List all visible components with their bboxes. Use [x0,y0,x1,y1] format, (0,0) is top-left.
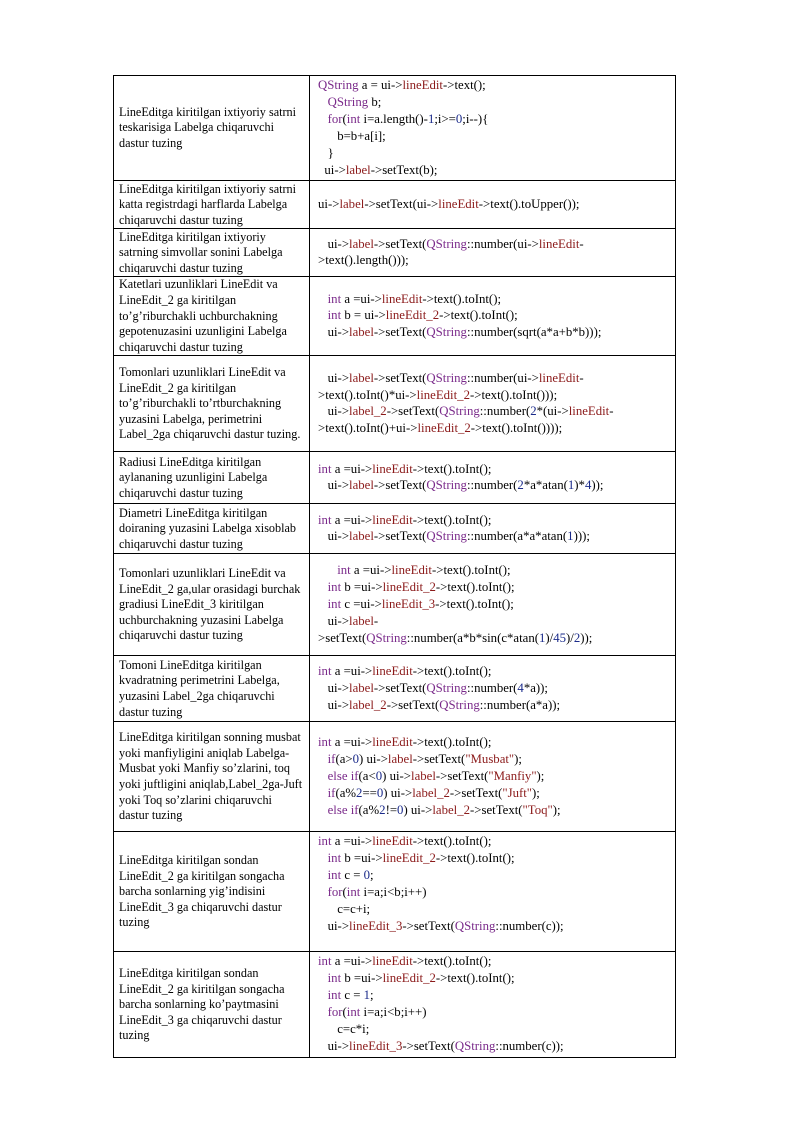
code-line: int a =ui->lineEdit->text().toInt(); [318,461,492,476]
task-description: Radiusi LineEditga kiritilgan aylananing uzunligini Labelga chiqaruvchi dastur tuzing [114,452,310,504]
code-line: if(a>0) ui->label->setText("Musbat"); [327,752,522,767]
task-description: LineEditga kiritilgan ixtiyoriy satrni katta registrdagi harflarda Labelga chiqaruvchi dastur tuzing [114,181,310,229]
code-snippet [310,356,676,452]
table-row [114,181,676,229]
code-snippet [310,832,676,952]
code-line: >text().toInt()+ui->lineEdit_2->text().toInt()))); [318,421,563,436]
code-line: else if(a%2!=0) ui->label_2->setText("Toq"); [327,802,561,817]
code-line: ui->label_2->setText(QString::number(2*(ui->lineEdit- [318,404,614,419]
task-description: LineEditga kiritilgan ixtiyoriy satrni teskarisiga Labelga chiqaruvchi dastur tuzing [114,76,310,181]
table-row [114,229,676,277]
code-snippet [310,76,676,181]
table-row [114,656,676,722]
code-line: ui->label->setText(QString::number(sqrt(a*a+b*b))); [318,325,602,340]
code-line: int a =ui->lineEdit->text().toInt(); [318,664,492,679]
code-line: ui->label->setText(QString::number(2*a*atan(1)*4)); [318,478,604,493]
task-description: Tomonlari uzunliklari LineEdit va LineEdit_2 ga kiritilgan to’g’riburchakli to’rtburchakning yuzasini Labelga, perimetrini Label_2ga chiqaruvchi dastur tuzing. [114,356,310,452]
code-line: ui->label->setText(QString::number(ui->lineEdit- [318,370,584,385]
code-snippet [310,229,676,277]
task-description: Tomoni LineEditga kiritilgan kvadratning perimetrini Labelga, yuzasini Label_2ga chiqaruvchi dastur tuzing [114,656,310,722]
code-line: ui->lineEdit_3->setText(QString::number(c)); [318,918,564,933]
code-line: b=b+a[i]; [318,128,386,143]
code-line: c=c+i; [318,902,371,917]
code-line: int c = 0; [327,868,374,883]
table-row [114,832,676,952]
table-row [114,504,676,554]
code-snippet [310,554,676,656]
task-code-table [113,75,676,1058]
code-line: int b =ui->lineEdit_2->text().toInt(); [327,580,515,595]
code-line: } [318,145,334,160]
code-line: ui->label->setText(QString::number(ui->lineEdit- [318,236,584,251]
code-line: ui->label->setText(b); [318,162,438,177]
code-line: int a =ui->lineEdit->text().toInt(); [318,735,492,750]
table-row [114,76,676,181]
code-line: for(int i=a.length()-1;i>=0;i--){ [327,111,489,126]
task-description: Tomonlari uzunliklari LineEdit va LineEdit_2 ga,ular orasidagi burchak gradiusi LineEdit_3 kiritilgan uchburchakning yuzasini Labelga chiqaruvchi dastur tuzing [114,554,310,656]
code-line: int a =ui->lineEdit->text().toInt(); [318,834,492,849]
code-line: int c = 1; [327,988,374,1003]
code-line: ui->label->setText(QString::number(a*a*atan(1))); [318,529,590,544]
code-line: int b = ui->lineEdit_2->text().toInt(); [327,308,518,323]
table-row [114,356,676,452]
code-snippet [310,952,676,1058]
task-description: LineEditga kiritilgan sondan LineEdit_2 ga kiritilgan songacha barcha sonlarning ko’paytmasini LineEdit_3 ga chiqaruvchi dastur tuzing [114,952,310,1058]
code-line: >text().length())); [318,253,409,268]
code-line: ui->lineEdit_3->setText(QString::number(c)); [318,1038,564,1053]
code-snippet [310,181,676,229]
code-snippet [310,656,676,722]
code-line: QString b; [327,94,382,109]
code-line: int a =ui->lineEdit->text().toInt(); [318,512,492,527]
task-description: Diametri LineEditga kiritilgan doiraning yuzasini Labelga xisoblab chiqaruvchi dastur tuzing [114,504,310,554]
code-line: else if(a<0) ui->label->setText("Manfiy"); [327,768,545,783]
task-description: LineEditga kiritilgan sondan LineEdit_2 ga kiritilgan songacha barcha sonlarning yig’indisini LineEdit_3 ga chiqaruvchi dastur tuzing [114,832,310,952]
code-line: int c =ui->lineEdit_3->text().toInt(); [327,596,514,611]
code-line: int a =ui->lineEdit->text().toInt(); [318,954,492,969]
code-line: int b =ui->lineEdit_2->text().toInt(); [327,971,515,986]
code-line: ui->label->setText(ui->lineEdit->text().toUpper()); [318,196,580,211]
code-line: c=c*i; [318,1022,370,1037]
task-description: LineEditga kiritilgan ixtiyoriy satrning simvollar sonini Labelga chiqaruvchi dastur tuzing [114,229,310,277]
code-snippet [310,452,676,504]
table-row [114,952,676,1058]
code-line: QString a = ui->lineEdit->text(); [318,78,486,92]
code-snippet [310,277,676,356]
table-row [114,722,676,832]
code-line: int a =ui->lineEdit->text().toInt(); [327,291,502,306]
task-description: Katetlari uzunliklari LineEdit va LineEdit_2 ga kiritilgan to’g’riburchakli uchburchakning gepotenuzasini uzunligini Labelga chiqaruvchi dastur tuzing [114,277,310,356]
code-line: ui->label- [318,613,379,628]
code-line: >setText(QString::number(a*b*sin(c*atan(1)/45)/2)); [318,630,593,645]
code-line: ui->label_2->setText(QString::number(a*a)); [318,697,561,712]
code-snippet [310,504,676,554]
table-row [114,277,676,356]
code-line: ui->label->setText(QString::number(4*a)); [318,680,548,695]
code-line: int a =ui->lineEdit->text().toInt(); [337,563,511,578]
code-line: >text().toInt()*ui->lineEdit_2->text().toInt())); [318,387,558,402]
task-description: LineEditga kiritilgan sonning musbat yoki manfiyligini aniqlab Labelga-Musbat yoki Manfiy so’zlarini, toq yoki juftligini aniqlab,Label_2ga-Juft yoki Toq so’zlarini chiqaruvchi dastur tuzing [114,722,310,832]
code-line: for(int i=a;i<b;i++) [327,885,427,900]
code-line: if(a%2==0) ui->label_2->setText("Juft"); [327,785,540,800]
code-snippet [310,722,676,832]
table-row [114,452,676,504]
table-row [114,554,676,656]
code-line: int b =ui->lineEdit_2->text().toInt(); [327,851,515,866]
code-line: for(int i=a;i<b;i++) [327,1005,427,1020]
